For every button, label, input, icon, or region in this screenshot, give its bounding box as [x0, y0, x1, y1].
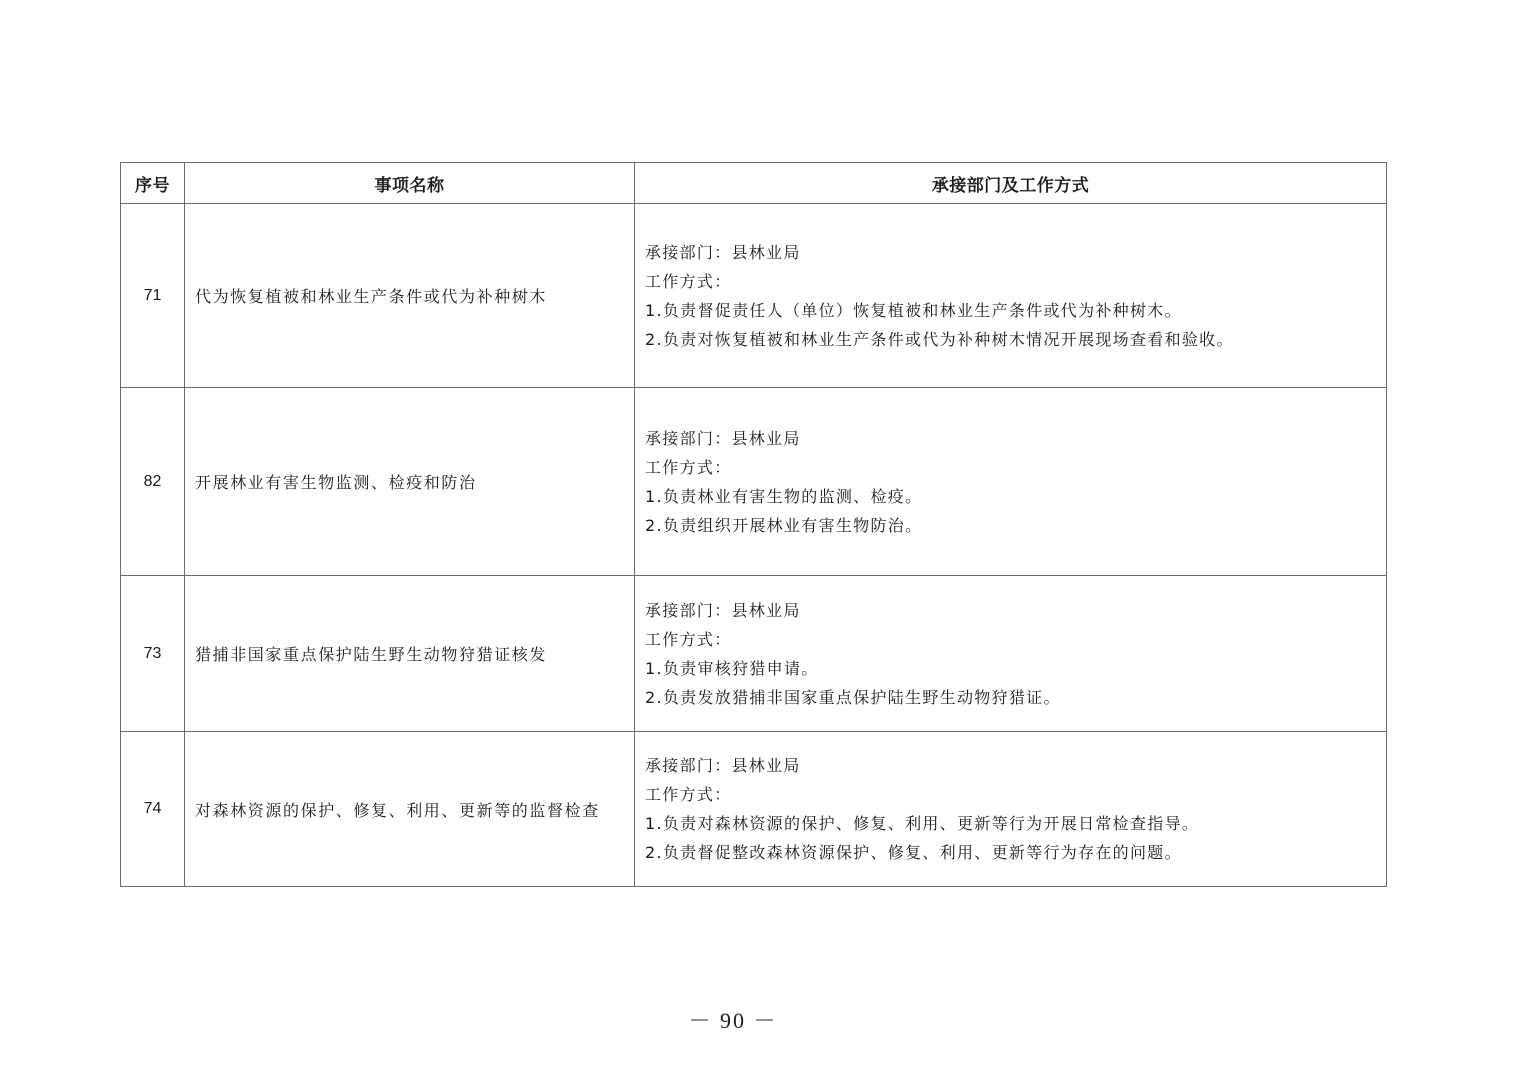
table-row [121, 576, 1387, 732]
row-department-method [635, 732, 1387, 887]
work-method-item: 1.负责对森林资源的保护、修复、利用、更新等行为开展日常检查指导。 [645, 814, 1200, 833]
work-method-item: 2.负责发放猎捕非国家重点保护陆生野生动物狩猎证。 [645, 687, 1061, 707]
table-row [121, 732, 1387, 887]
row-department-method [635, 576, 1387, 732]
work-method-label: 工作方式： [645, 271, 732, 291]
header-serial-number: 序号 [121, 163, 185, 204]
row-serial-number: 71 [121, 204, 185, 388]
work-method-item: 1.负责林业有害生物的监测、检疫。 [645, 486, 923, 506]
table-header-row [121, 163, 1387, 204]
row-item-name: 对森林资源的保护、修复、利用、更新等的监督检查 [185, 732, 635, 887]
row-item-name: 开展林业有害生物监测、检疫和防治 [185, 388, 635, 576]
work-method-label: 工作方式： [645, 785, 732, 804]
row-department-method [635, 204, 1387, 388]
row-item-name: 代为恢复植被和林业生产条件或代为补种树木 [185, 204, 635, 388]
work-method-label: 工作方式： [645, 629, 732, 649]
work-method-item: 2.负责对恢复植被和林业生产条件或代为补种树木情况开展现场查看和验收。 [645, 329, 1234, 349]
department-line: 承接部门：县林业局 [645, 242, 801, 262]
header-department-method: 承接部门及工作方式 [635, 163, 1387, 204]
work-method-item: 1.负责审核狩猎申请。 [645, 658, 819, 678]
header-item-name: 事项名称 [185, 163, 635, 204]
work-method-item: 2.负责督促整改森林资源保护、修复、利用、更新等行为存在的问题。 [645, 843, 1182, 862]
row-serial-number: 73 [121, 576, 185, 732]
department-line: 承接部门：县林业局 [645, 428, 801, 448]
row-item-name: 猎捕非国家重点保护陆生野生动物狩猎证核发 [185, 576, 635, 732]
row-department-method [635, 388, 1387, 576]
department-line: 承接部门：县林业局 [645, 756, 801, 775]
work-method-label: 工作方式： [645, 457, 732, 477]
row-serial-number: 74 [121, 732, 185, 887]
row-serial-number: 82 [121, 388, 185, 576]
department-line: 承接部门：县林业局 [645, 600, 801, 620]
table-row [121, 388, 1387, 576]
page-number: － 90 － [688, 1008, 778, 1033]
table-row [121, 204, 1387, 388]
document-table [120, 162, 1387, 887]
work-method-item: 2.负责组织开展林业有害生物防治。 [645, 515, 923, 535]
work-method-item: 1.负责督促责任人（单位）恢复植被和林业生产条件或代为补种树木。 [645, 300, 1182, 320]
